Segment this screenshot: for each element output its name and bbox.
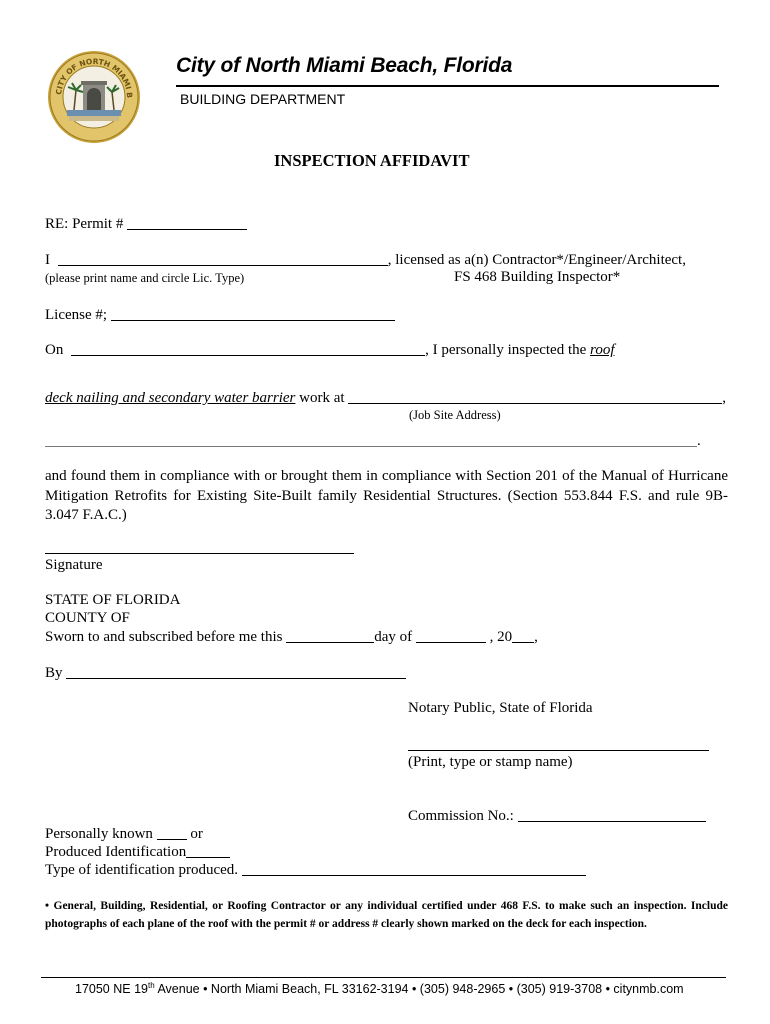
footer-address-prefix: 17050 NE 19: [75, 982, 148, 997]
header-rule: [176, 85, 719, 87]
permit-label: RE: Permit #: [45, 216, 124, 232]
notary-print-name-field[interactable]: [408, 736, 709, 751]
personally-known-label: Personally known: [45, 826, 153, 842]
type-id-row: [45, 861, 586, 879]
footer-address: [75, 981, 684, 996]
or-text: or: [190, 826, 203, 842]
sworn-year-field[interactable]: [512, 628, 534, 643]
signature-label: Signature: [45, 557, 103, 573]
city-seal-logo: [47, 50, 141, 144]
deck-nailing-text: deck nailing and secondary water barrier: [45, 390, 296, 406]
inspection-date-row: [45, 341, 615, 359]
county-label: COUNTY OF: [45, 610, 130, 626]
i-label: I: [45, 252, 50, 268]
inspected-text: , I personally inspected the: [425, 342, 587, 358]
licensed-text: , licensed as a(n) Contractor*/Engineer/Architect,: [387, 252, 686, 268]
day-of-text: day of: [374, 629, 413, 645]
job-site-address-field[interactable]: [348, 389, 722, 404]
licensee-name-field[interactable]: [58, 251, 388, 266]
type-id-label: Type of identification produced.: [45, 862, 239, 878]
sworn-day-field[interactable]: [286, 628, 374, 643]
permit-row: [45, 215, 247, 233]
by-label: By: [45, 665, 63, 681]
sworn-text: Sworn to and subscribed before me this: [45, 629, 283, 645]
notary-label: Notary Public, State of Florida: [408, 700, 593, 716]
job-site-hint: (Job Site Address): [409, 408, 501, 422]
footnote-bullet: •: [45, 900, 50, 912]
print-stamp-label: (Print, type or stamp name): [408, 754, 573, 770]
print-name-hint: (please print name and circle Lic. Type): [45, 271, 245, 285]
on-label: On: [45, 342, 64, 358]
type-id-field[interactable]: [242, 861, 586, 876]
department-name: BUILDING DEPARTMENT: [180, 91, 346, 107]
city-title: City of North Miami Beach, Florida: [176, 54, 513, 77]
licensee-row: [45, 251, 686, 269]
seal-text: CITY OF NORTH MIAMI B: [54, 56, 135, 99]
license-number-field[interactable]: [111, 306, 395, 321]
by-row: [45, 664, 406, 682]
address-continuation-row: [45, 432, 701, 450]
commission-row: [408, 807, 706, 825]
year-prefix: , 20: [489, 629, 513, 645]
footer-address-suffix: Avenue • North Miami Beach, FL 33162-3194 • (305) 948-2965 • (305) 919-3708 • citynmb.com: [154, 982, 684, 997]
produced-id-row: [45, 843, 230, 861]
license-row: [45, 306, 395, 324]
sworn-comma: ,: [534, 629, 538, 645]
fs-inspector-text: FS 468 Building Inspector*: [454, 269, 621, 285]
address-comma: ,: [722, 390, 727, 406]
job-site-address-line-2[interactable]: [45, 432, 697, 447]
produced-id-field[interactable]: [186, 843, 230, 858]
produced-id-label: Produced Identification: [45, 844, 187, 860]
commission-number-field[interactable]: [518, 807, 706, 822]
signature-field[interactable]: [45, 539, 354, 554]
footer-rule: [41, 977, 726, 978]
permit-number-field[interactable]: [127, 215, 247, 230]
roof-text: roof: [590, 342, 615, 358]
footnote-text: General, Building, Residential, or Roofing Contractor or any individual certified under 468 F.S. to make such an inspection. Include photographs of each plane of the roof with the permit # or address # clearly shown marked on the deck for each inspection.: [45, 900, 729, 930]
personally-known-row: [45, 825, 203, 843]
state-label: STATE OF FLORIDA: [45, 592, 181, 608]
inspection-date-field[interactable]: [71, 341, 425, 356]
footnote: [45, 897, 728, 933]
sworn-month-field[interactable]: [416, 628, 486, 643]
address-period: .: [697, 433, 701, 449]
by-name-field[interactable]: [66, 664, 406, 679]
license-label: License #;: [45, 307, 108, 323]
work-at-text: work at: [295, 390, 345, 406]
document-title: INSPECTION AFFIDAVIT: [274, 151, 470, 170]
personally-known-field[interactable]: [157, 825, 187, 840]
footer-address-sup: th: [147, 981, 155, 990]
sworn-row: [45, 628, 538, 646]
compliance-paragraph: and found them in compliance with or brought them in compliance with Section 201 of the Manual of Hurricane Mitigation Retrofits for Existing Site-Built family Residential Structures. (Section 553.844 F.S. and rule 9B-3.047 F.A.C.): [45, 468, 728, 523]
commission-label: Commission No.:: [408, 808, 514, 824]
work-address-row: [45, 389, 726, 407]
